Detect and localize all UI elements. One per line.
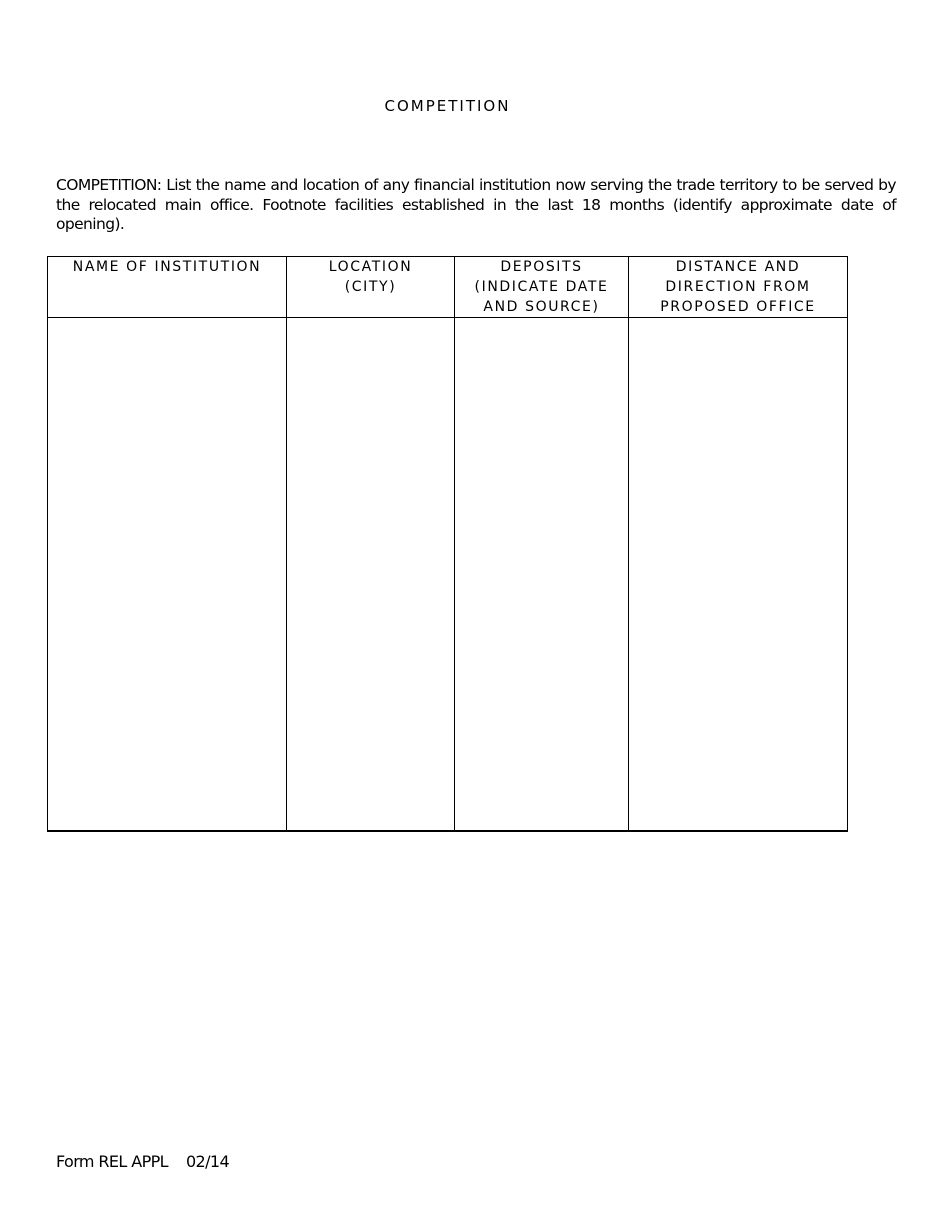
instructions-paragraph: COMPETITION: List the name and location of any financial institution now serving the trade territory to be served by the relocated main office. Footnote facilities established in the last 18 months (identify approximate date of opening). xyxy=(56,176,896,233)
header-distance-direction-label: DISTANCE AND DIRECTION FROM PROPOSED OFFICE xyxy=(660,259,816,315)
form-footer xyxy=(56,1152,229,1171)
header-distance-direction xyxy=(629,257,848,318)
header-location-label: LOCATION (CITY) xyxy=(328,259,413,295)
cell-location[interactable] xyxy=(287,318,455,832)
header-deposits-label: DEPOSITS (INDICATE DATE AND SOURCE) xyxy=(474,259,609,315)
header-deposits xyxy=(455,257,629,318)
form-date: 02/14 xyxy=(185,1152,230,1171)
cell-name-of-institution[interactable] xyxy=(48,318,287,832)
header-name-of-institution-label: NAME OF INSTITUTION xyxy=(72,259,262,275)
header-name-of-institution xyxy=(48,257,287,318)
table-header-row xyxy=(48,257,848,318)
cell-distance-direction[interactable] xyxy=(629,318,848,832)
header-location xyxy=(287,257,455,318)
table-row xyxy=(48,318,848,832)
cell-deposits[interactable] xyxy=(455,318,629,832)
page-title: COMPETITION xyxy=(384,97,511,115)
form-label: Form REL APPL xyxy=(56,1152,168,1171)
competition-table xyxy=(47,256,848,832)
